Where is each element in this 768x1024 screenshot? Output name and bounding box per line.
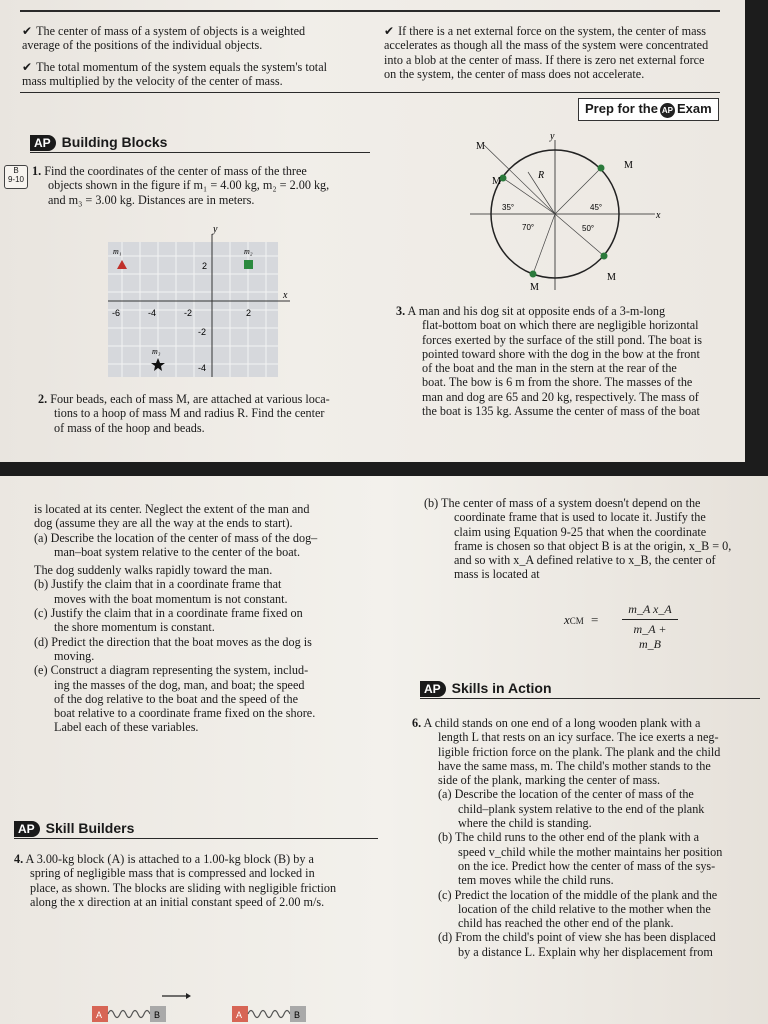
skills-in-action-rule: [420, 698, 760, 699]
problem-2: 2. Four beads, each of mass M, are attached at various loca- tions to a hoop of mass M and radius R. Find the center of mass of the hoop and beads.: [38, 392, 330, 435]
part-a: (a) Describe the location of the center of mass of the dog–: [34, 530, 318, 545]
check-icon: ✔: [22, 60, 33, 74]
tick-y-2: 2: [202, 261, 208, 271]
prep-ap-exam-box: Prep for the AP Exam: [578, 98, 719, 121]
label-m-bottom: M: [530, 282, 539, 293]
bead-right: [598, 165, 605, 172]
summary-item-1: ✔ The center of mass of a system of objects is a weighted average of the positions of the individual objects.: [22, 24, 306, 53]
ap-badge: AP: [14, 821, 40, 837]
tick-y-neg4: -4: [198, 363, 207, 373]
label-m-top: M: [476, 141, 485, 152]
skill-builders-rule: [14, 838, 378, 839]
check-icon: ✔: [384, 24, 395, 38]
bookmark-tab: B 9-10: [4, 165, 28, 189]
block-b-2-label: B: [294, 1010, 301, 1020]
bead-bottom: [530, 271, 537, 278]
problem-3: 3. A man and his dog sit at opposite ends of a 3-m-long flat-bottom boat on which there are negligible horizontal forces exerted by the surface of the still pond. The boat is pointed toward shore with the dog in the bow at the front of the boat and the man in the stern at the rear of the boat. The bow is 6 m from the shore. The masses of the man and dog are 65 and 20 kg, respectively. The mass of the boat is 135 kg. Assume the center of mass of the boat: [396, 304, 702, 419]
tick-x-neg2: -2: [184, 308, 193, 318]
block-a-1-label: A: [96, 1010, 103, 1020]
part-c: (c) Justify the claim that in a coordinate frame fixed on: [34, 606, 303, 621]
x-axis-label: x: [283, 290, 288, 301]
block-b-1-label: B: [154, 1010, 161, 1020]
spring-2: [248, 1011, 290, 1018]
label-radius: R: [538, 170, 545, 181]
tick-y-neg2: -2: [198, 327, 207, 337]
building-blocks-rule: [30, 152, 370, 153]
p6-part-b: (b) The child runs to the other end of the plank with a: [438, 830, 700, 845]
summary-rule: [20, 92, 720, 93]
problem-1: 1. Find the coordinates of the center of mass of the three objects shown in the figure if m₁ = 4.00 kg, m₂ = 2.00 kg, and m₃ = 3.00 kg. Distances are in meters.: [32, 164, 330, 207]
figure-2-hoop: [470, 130, 690, 295]
angle-45: 45°: [590, 203, 603, 212]
label-m-bottom-right: M: [607, 272, 616, 283]
bead-bottom-right: [601, 253, 608, 260]
hoop-y-label: y: [550, 131, 555, 142]
angle-70: 70°: [522, 223, 535, 232]
part-e: (e) Construct a diagram representing the system, includ-: [34, 663, 309, 678]
building-blocks-heading: AP Building Blocks: [30, 132, 167, 151]
skills-in-action-heading: AP Skills in Action: [420, 678, 552, 697]
ap-badge: AP: [30, 135, 56, 151]
problem-4: 4. A 3.00-kg block (A) is attached to a 1.00-kg block (B) by a spring of negligible mass that is compressed and locked in place, as shown. The blocks are sliding with negligible friction along the x direction at an initial constant speed of 2.00 m/s.: [14, 852, 337, 909]
equation-fraction: m_A x_A m_A + m_B: [622, 602, 678, 652]
top-page: [0, 0, 745, 462]
m3-label: m₃: [152, 347, 161, 356]
y-axis-label: y: [213, 224, 218, 235]
part-b: (b) Justify the claim that in a coordinate frame that: [34, 577, 282, 592]
p6-part-c: (c) Predict the location of the middle of the plank and the: [438, 887, 718, 902]
skill-builders-heading: AP Skill Builders: [14, 818, 134, 837]
bottom-page: [0, 476, 768, 1024]
ap-badge: AP: [420, 681, 446, 697]
tick-x-neg4: -4: [148, 308, 157, 318]
part-d: (d) Predict the direction that the boat moves as the dog is: [34, 634, 312, 649]
p6-part-a: (a) Describe the location of the center of mass of the: [438, 787, 694, 802]
m1-label: m₁: [113, 247, 122, 256]
figure-4-blocks: [90, 988, 320, 1022]
figure-1-grid: [100, 222, 310, 382]
label-m-left: M: [492, 176, 501, 187]
tick-x-neg6: -6: [112, 308, 121, 318]
angle-50: 50°: [582, 224, 595, 233]
equation-cm: xCM =: [564, 612, 599, 627]
problem-3-continued: is located at its center. Neglect the extent of the man and dog (assume they are all the way at the ends to start). (a) Describe the location of the center of mass of the dog– man–boat system relative to the center of the boat. The dog suddenly walks rapidly toward the man. (b) Justify the claim that in a coordinate frame that moves with the boat momentum is not constant. (c) Justify the claim that in a coordinate frame fixed on the shore momentum is constant. (d) Predict the direction that the boat moves as the dog is moving. (e) Construct a diagram representing the system, includ- ing the masses of the dog, man, and boat; the speed of the dog relative to the boat and the speed of the boat relative to a coordinate frame fixed on the shore. Label each of these variables.: [34, 502, 379, 735]
angle-35: 35°: [502, 203, 515, 212]
summary-item-3: ✔ If there is a net external force on the system, the center of mass accelerates as though all the mass of the system were concentrated into a blob at the center of mass. If there is zero net external force on the system, the center of mass does not accelerate.: [384, 24, 709, 81]
p6-part-d: (d) From the child's point of view she has been displaced: [438, 930, 716, 945]
label-m-right: M: [624, 160, 633, 171]
problem-6: 6. A child stands on one end of a long wooden plank with a length L that rests on an icy surface. The ice exerts a neg- ligible friction force on the plank. The plank and the child have the same mass, m. The child's mother stands to the side of the plank, marking the center of mass. (a) Describe the location of the center of mass of the child–plank system relative to the end of the plank where the child is standing. (b) The child runs to the other end of the plank with a speed v_child while the mother maintains her position on the ice. Predict how the center of mass of the sys- tem moves while the child runs. (c) Predict the location of the middle of the plank and the location of the child relative to the mother when the child has reached the other end of the plank. (d) From the child's point of view she has been displaced by a distance L. Explain why her displacement from: [412, 716, 762, 959]
m2-square: [244, 260, 253, 269]
tick-x-2: 2: [246, 308, 252, 318]
check-icon: ✔: [22, 24, 33, 38]
summary-item-2: ✔ The total momentum of the system equals the system's total mass multiplied by the velocity of the center of mass.: [22, 60, 327, 89]
m2-label: m₂: [244, 247, 253, 256]
right-part-b: (b) The center of mass of a system doesn't depend on the coordinate frame that is used to locate it. Justify the claim using Equation 9-25 that when the coordinate frame is chosen so that object B is at the origin, x_B = 0, and so with x_A defined relative to x_B, the center of mass is located at: [424, 496, 732, 582]
block-a-2-label: A: [236, 1010, 243, 1020]
hoop-x-label: x: [656, 210, 661, 221]
top-rule: [20, 10, 720, 12]
spring-1: [108, 1011, 150, 1018]
ap-logo-icon: AP: [660, 103, 675, 118]
velocity-arrowhead: [186, 993, 191, 999]
